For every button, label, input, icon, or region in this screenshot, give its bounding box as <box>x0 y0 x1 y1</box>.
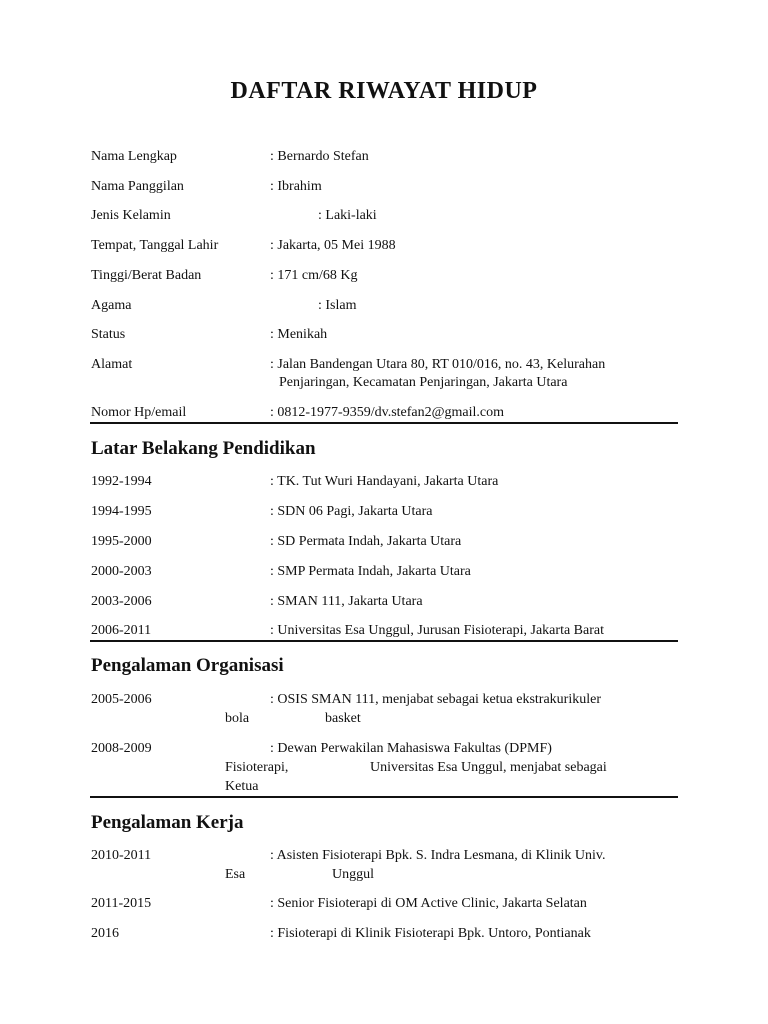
work-period: 2016 <box>91 926 119 941</box>
education-school: : Universitas Esa Unggul, Jurusan Fisioterapi, Jakarta Barat <box>270 623 604 638</box>
value-nickname: : Ibrahim <box>270 179 322 194</box>
organization-detail-cont: Ketua <box>225 779 259 794</box>
organization-detail-cont: Universitas Esa Unggul, menjabat sebagai <box>370 760 607 775</box>
education-period: 1994-1995 <box>91 504 152 519</box>
education-period: 1995-2000 <box>91 534 152 549</box>
work-detail: : Fisioterapi di Klinik Fisioterapi Bpk. Untoro, Pontianak <box>270 926 591 941</box>
value-address: : Jalan Bandengan Utara 80, RT 010/016, no. 43, Kelurahan <box>270 357 606 372</box>
label-religion: Agama <box>91 298 132 313</box>
divider <box>90 796 678 798</box>
value-birth: : Jakarta, 05 Mei 1988 <box>270 238 396 253</box>
divider <box>90 422 678 424</box>
value-status: : Menikah <box>270 327 328 342</box>
value-full-name: : Bernardo Stefan <box>270 149 369 164</box>
divider <box>90 640 678 642</box>
work-heading: Pengalaman Kerja <box>91 812 244 833</box>
work-detail-cont: Esa <box>225 867 246 882</box>
value-gender: : Laki-laki <box>318 208 377 223</box>
education-period: 2000-2003 <box>91 564 152 579</box>
label-full-name: Nama Lengkap <box>91 149 177 164</box>
education-school: : SMP Permata Indah, Jakarta Utara <box>270 564 471 579</box>
label-nickname: Nama Panggilan <box>91 179 184 194</box>
page-title: DAFTAR RIWAYAT HIDUP <box>230 78 538 104</box>
organization-period: 2005-2006 <box>91 692 152 707</box>
label-birth: Tempat, Tanggal Lahir <box>91 238 219 253</box>
value-address-line2: Penjaringan, Kecamatan Penjaringan, Jakarta Utara <box>279 375 568 390</box>
work-period: 2011-2015 <box>91 896 152 911</box>
education-school: : TK. Tut Wuri Handayani, Jakarta Utara <box>270 474 499 489</box>
organization-heading: Pengalaman Organisasi <box>91 655 284 676</box>
education-period: 2003-2006 <box>91 594 152 609</box>
label-gender: Jenis Kelamin <box>91 208 171 223</box>
education-school: : SDN 06 Pagi, Jakarta Utara <box>270 504 433 519</box>
value-contact: : 0812-1977-9359/dv.stefan2@gmail.com <box>270 405 505 420</box>
education-period: 1992-1994 <box>91 474 152 489</box>
value-height-weight: : 171 cm/68 Kg <box>270 268 358 283</box>
organization-detail-cont: bola <box>225 711 250 726</box>
organization-detail-cont: Fisioterapi, <box>225 760 289 775</box>
label-contact: Nomor Hp/email <box>91 405 187 420</box>
work-detail-cont: Unggul <box>332 867 374 882</box>
label-address: Alamat <box>91 357 133 372</box>
value-religion: : Islam <box>318 298 357 313</box>
organization-detail: : OSIS SMAN 111, menjabat sebagai ketua ekstrakurikuler <box>270 692 602 707</box>
work-detail: : Senior Fisioterapi di OM Active Clinic, Jakarta Selatan <box>270 896 587 911</box>
education-heading: Latar Belakang Pendidikan <box>91 438 316 459</box>
education-school: : SMAN 111, Jakarta Utara <box>270 594 423 609</box>
work-detail: : Asisten Fisioterapi Bpk. S. Indra Lesmana, di Klinik Univ. <box>270 848 606 863</box>
organization-period: 2008-2009 <box>91 741 152 756</box>
education-school: : SD Permata Indah, Jakarta Utara <box>270 534 462 549</box>
label-status: Status <box>91 327 126 342</box>
label-height-weight: Tinggi/Berat Badan <box>91 268 202 283</box>
organization-detail-cont: basket <box>325 711 361 726</box>
work-period: 2010-2011 <box>91 848 152 863</box>
organization-detail: : Dewan Perwakilan Mahasiswa Fakultas (DPMF) <box>270 741 552 756</box>
education-period: 2006-2011 <box>91 623 152 638</box>
